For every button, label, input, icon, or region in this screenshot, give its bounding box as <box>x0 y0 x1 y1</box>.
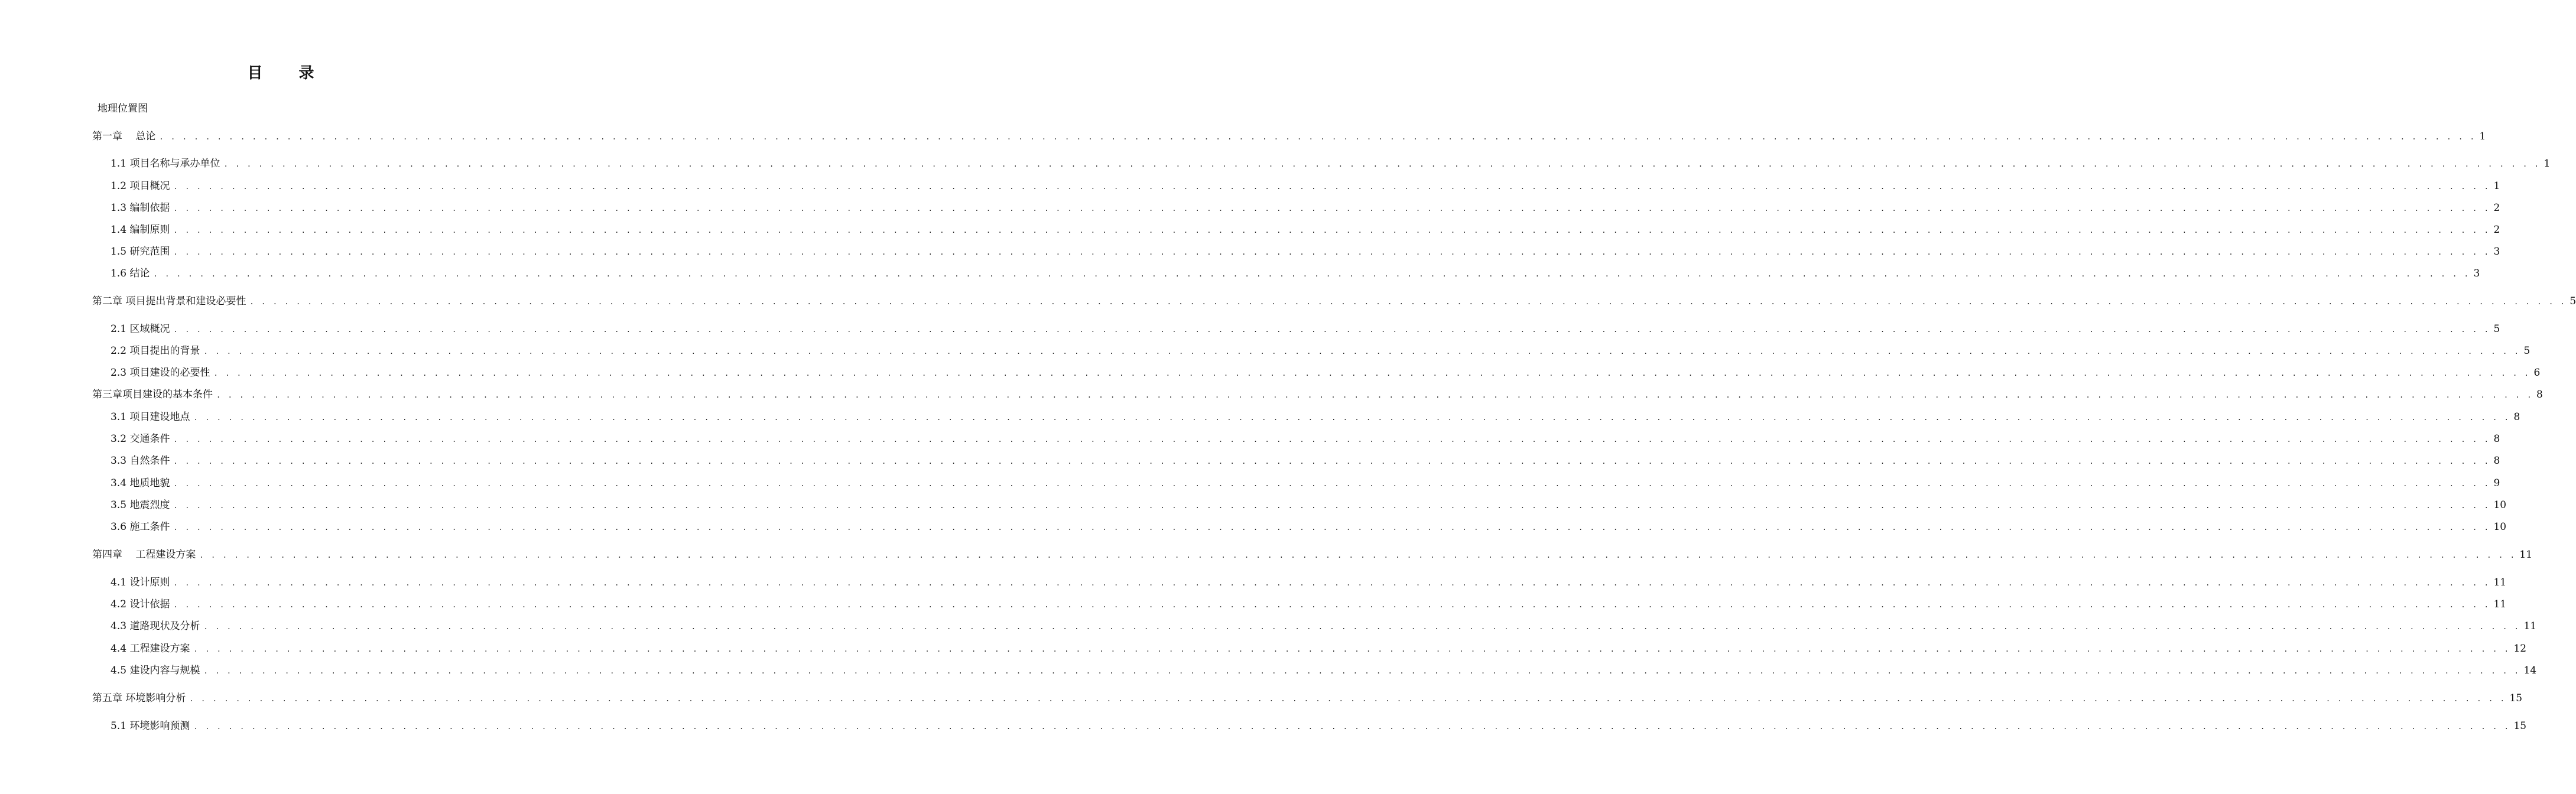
toc-dot-leader: . . . . . . . . . . . . . . . . . . . . . . . . . . . . . . . . . . . . . . . . . . . . . . . . . . . . . . . . . . . . . . . . . . . . . . . . . . . . . . . . . . . . . . . . . . . . . . . . . . . . . . . . . . . . . . . . . . . . . . . . . . . . . . . . . . . . . . . . . . . . . . . . . . . . . . . . . . . . . . . . . . . . . . . . . . . . . . . . . . . . . . . . . . . . . . . . . . . . . . . . <box>153 270 2470 278</box>
toc-dot-leader: . . . . . . . . . . . . . . . . . . . . . . . . . . . . . . . . . . . . . . . . . . . . . . . . . . . . . . . . . . . . . . . . . . . . . . . . . . . . . . . . . . . . . . . . . . . . . . . . . . . . . . . . . . . . . . . . . . . . . . . . . . . . . . . . . . . . . . . . . . . . . . . . . . . . . . . . . . . . . . . . . . . . . . . . . . . . . . . . . . . . . . . . . . . . . . . . . . . . . . . . <box>216 391 2533 399</box>
toc-page-number: 10 <box>2493 521 2507 533</box>
toc-section-entry[interactable] <box>111 244 2500 259</box>
toc-entry-label: 5.1 环境影响预测 <box>111 720 190 732</box>
toc-section-entry[interactable] <box>111 453 2500 468</box>
toc-entry-label: 4.1 设计原则 <box>111 577 170 588</box>
toc-dot-leader: . . . . . . . . . . . . . . . . . . . . . . . . . . . . . . . . . . . . . . . . . . . . . . . . . . . . . . . . . . . . . . . . . . . . . . . . . . . . . . . . . . . . . . . . . . . . . . . . . . . . . . . . . . . . . . . . . . . . . . . . . . . . . . . . . . . . . . . . . . . . . . . . . . . . . . . . . . . . . . . . . . . . . . . . . . . . . . . . . . . . . . . . . . . . . . . . . . . . . . . . <box>203 667 2520 675</box>
toc-page-number: 5 <box>2523 345 2530 357</box>
toc-dot-leader: . . . . . . . . . . . . . . . . . . . . . . . . . . . . . . . . . . . . . . . . . . . . . . . . . . . . . . . . . . . . . . . . . . . . . . . . . . . . . . . . . . . . . . . . . . . . . . . . . . . . . . . . . . . . . . . . . . . . . . . . . . . . . . . . . . . . . . . . . . . . . . . . . . . . . . . . . . . . . . . . . . . . . . . . . . . . . . . . . . . . . . . . . . . . . . . . . . . . . . . . <box>173 248 2490 256</box>
toc-entry-label: 第二章 项目提出背景和建设必要性 <box>92 295 246 307</box>
toc-page-number: 2 <box>2493 202 2500 214</box>
toc-page-number: 1 <box>2493 180 2500 192</box>
toc-section-entry[interactable] <box>111 156 2551 171</box>
toc-entry-label: 3.3 自然条件 <box>111 455 170 467</box>
toc-chapter-entry[interactable] <box>92 387 2543 402</box>
toc-page-number: 2 <box>2493 224 2500 236</box>
toc-dot-leader: . . . . . . . . . . . . . . . . . . . . . . . . . . . . . . . . . . . . . . . . . . . . . . . . . . . . . . . . . . . . . . . . . . . . . . . . . . . . . . . . . . . . . . . . . . . . . . . . . . . . . . . . . . . . . . . . . . . . . . . . . . . . . . . . . . . . . . . . . . . . . . . . . . . . . . . . . . . . . . . . . . . . . . . . . . . . . . . . . . . . . . . . . . . . . . . . . . . . . . . . <box>173 226 2490 235</box>
toc-section-entry[interactable] <box>111 266 2480 281</box>
toc-entry-label: 第四章 工程建设方案 <box>92 549 196 561</box>
toc-entry-label: 1.3 编制依据 <box>111 202 170 214</box>
toc-entry-label: 1.2 项目概况 <box>111 180 170 192</box>
toc-dot-leader: . . . . . . . . . . . . . . . . . . . . . . . . . . . . . . . . . . . . . . . . . . . . . . . . . . . . . . . . . . . . . . . . . . . . . . . . . . . . . . . . . . . . . . . . . . . . . . . . . . . . . . . . . . . . . . . . . . . . . . . . . . . . . . . . . . . . . . . . . . . . . . . . . . . . . . . . . . . . . . . . . . . . . . . . . . . . . . . . . . . . . . . . . . . . . . . . . . . . . . . . <box>193 645 2510 653</box>
toc-page-number: 11 <box>2493 577 2507 588</box>
toc-chapter-entry[interactable] <box>92 129 2486 144</box>
toc-chapter-entry[interactable] <box>92 294 2576 309</box>
toc-section-entry[interactable] <box>111 718 2527 734</box>
toc-entry-label: 第五章 环境影响分析 <box>92 692 186 704</box>
toc-entry-label: 3.4 地质地貌 <box>111 477 170 489</box>
toc-page-number: 8 <box>2536 389 2543 401</box>
toc-entry-label: 3.2 交通条件 <box>111 433 170 445</box>
toc-section-entry[interactable] <box>111 575 2507 590</box>
toc-dot-leader: . . . . . . . . . . . . . . . . . . . . . . . . . . . . . . . . . . . . . . . . . . . . . . . . . . . . . . . . . . . . . . . . . . . . . . . . . . . . . . . . . . . . . . . . . . . . . . . . . . . . . . . . . . . . . . . . . . . . . . . . . . . . . . . . . . . . . . . . . . . . . . . . . . . . . . . . . . . . . . . . . . . . . . . . . . . . . . . . . . . . . . . . . . . . . . . . . . . . . . . . <box>199 551 2516 559</box>
toc-entry-label: 第一章 总论 <box>92 131 156 142</box>
toc-page-number: 9 <box>2493 477 2500 489</box>
toc-section-entry[interactable] <box>111 497 2507 513</box>
toc-entry-label: 4.4 工程建设方案 <box>111 643 190 655</box>
toc-entry-label: 4.3 道路现状及分析 <box>111 620 200 632</box>
toc-section-entry[interactable] <box>111 321 2500 337</box>
toc-entry-label: 第三章项目建设的基本条件 <box>92 389 213 401</box>
toc-section-entry[interactable] <box>111 597 2507 612</box>
toc-dot-leader: . . . . . . . . . . . . . . . . . . . . . . . . . . . . . . . . . . . . . . . . . . . . . . . . . . . . . . . . . . . . . . . . . . . . . . . . . . . . . . . . . . . . . . . . . . . . . . . . . . . . . . . . . . . . . . . . . . . . . . . . . . . . . . . . . . . . . . . . . . . . . . . . . . . . . . . . . . . . . . . . . . . . . . . . . . . . . . . . . . . . . . . . . . . . . . . . . . . . . . . . <box>189 695 2506 703</box>
toc-entry-label: 1.4 编制原则 <box>111 224 170 236</box>
toc-page-number: 8 <box>2513 411 2520 423</box>
toc-dot-leader: . . . . . . . . . . . . . . . . . . . . . . . . . . . . . . . . . . . . . . . . . . . . . . . . . . . . . . . . . . . . . . . . . . . . . . . . . . . . . . . . . . . . . . . . . . . . . . . . . . . . . . . . . . . . . . . . . . . . . . . . . . . . . . . . . . . . . . . . . . . . . . . . . . . . . . . . . . . . . . . . . . . . . . . . . . . . . . . . . . . . . . . . . . . . . . . . . . . . . . . . <box>173 435 2490 444</box>
toc-entry-label: 3.1 项目建设地点 <box>111 411 190 423</box>
toc-dot-leader: . . . . . . . . . . . . . . . . . . . . . . . . . . . . . . . . . . . . . . . . . . . . . . . . . . . . . . . . . . . . . . . . . . . . . . . . . . . . . . . . . . . . . . . . . . . . . . . . . . . . . . . . . . . . . . . . . . . . . . . . . . . . . . . . . . . . . . . . . . . . . . . . . . . . . . . . . . . . . . . . . . . . . . . . . . . . . . . . . . . . . . . . . . . . . . . . . . . . . . . . <box>173 204 2490 213</box>
toc-page-number: 11 <box>2519 549 2533 561</box>
toc-dot-leader: . . . . . . . . . . . . . . . . . . . . . . . . . . . . . . . . . . . . . . . . . . . . . . . . . . . . . . . . . . . . . . . . . . . . . . . . . . . . . . . . . . . . . . . . . . . . . . . . . . . . . . . . . . . . . . . . . . . . . . . . . . . . . . . . . . . . . . . . . . . . . . . . . . . . . . . . . . . . . . . . . . . . . . . . . . . . . . . . . . . . . . . . . . . . . . . . . . . . . . . . <box>249 298 2567 306</box>
toc-page-number: 10 <box>2493 499 2507 511</box>
toc-dot-leader: . . . . . . . . . . . . . . . . . . . . . . . . . . . . . . . . . . . . . . . . . . . . . . . . . . . . . . . . . . . . . . . . . . . . . . . . . . . . . . . . . . . . . . . . . . . . . . . . . . . . . . . . . . . . . . . . . . . . . . . . . . . . . . . . . . . . . . . . . . . . . . . . . . . . . . . . . . . . . . . . . . . . . . . . . . . . . . . . . . . . . . . . . . . . . . . . . . . . . . . . <box>173 183 2490 191</box>
toc-section-entry[interactable] <box>111 641 2527 656</box>
toc-page-number: 1 <box>2543 158 2551 170</box>
toc-entry-label: 1.6 结论 <box>111 268 150 279</box>
toc-entry-label: 3.6 施工条件 <box>111 521 170 533</box>
toc-page-number: 11 <box>2493 598 2507 610</box>
toc-entry-label: 1.1 项目名称与承办单位 <box>111 158 220 170</box>
toc-page-number: 15 <box>2513 720 2527 732</box>
toc-page-number: 15 <box>2509 692 2523 704</box>
toc-dot-leader: . . . . . . . . . . . . . . . . . . . . . . . . . . . . . . . . . . . . . . . . . . . . . . . . . . . . . . . . . . . . . . . . . . . . . . . . . . . . . . . . . . . . . . . . . . . . . . . . . . . . . . . . . . . . . . . . . . . . . . . . . . . . . . . . . . . . . . . . . . . . . . . . . . . . . . . . . . . . . . . . . . . . . . . . . . . . . . . . . . . . . . . . . . . . . . . . . . . . . . . . <box>173 326 2490 334</box>
toc-dot-leader: . . . . . . . . . . . . . . . . . . . . . . . . . . . . . . . . . . . . . . . . . . . . . . . . . . . . . . . . . . . . . . . . . . . . . . . . . . . . . . . . . . . . . . . . . . . . . . . . . . . . . . . . . . . . . . . . . . . . . . . . . . . . . . . . . . . . . . . . . . . . . . . . . . . . . . . . . . . . . . . . . . . . . . . . . . . . . . . . . . . . . . . . . . . . . . . . . . . . . . . . <box>193 723 2510 731</box>
toc-page-number: 8 <box>2493 433 2500 445</box>
toc-dot-leader: . . . . . . . . . . . . . . . . . . . . . . . . . . . . . . . . . . . . . . . . . . . . . . . . . . . . . . . . . . . . . . . . . . . . . . . . . . . . . . . . . . . . . . . . . . . . . . . . . . . . . . . . . . . . . . . . . . . . . . . . . . . . . . . . . . . . . . . . . . . . . . . . . . . . . . . . . . . . . . . . . . . . . . . . . . . . . . . . . . . . . . . . . . . . . . . . . . . . . . . . <box>159 133 2476 141</box>
toc-section-entry[interactable] <box>111 222 2500 237</box>
toc-entry-label: 2.2 项目提出的背景 <box>111 345 200 357</box>
toc-entry-label: 2.1 区域概况 <box>111 323 170 335</box>
toc-page-number: 6 <box>2533 367 2541 379</box>
toc-dot-leader: . . . . . . . . . . . . . . . . . . . . . . . . . . . . . . . . . . . . . . . . . . . . . . . . . . . . . . . . . . . . . . . . . . . . . . . . . . . . . . . . . . . . . . . . . . . . . . . . . . . . . . . . . . . . . . . . . . . . . . . . . . . . . . . . . . . . . . . . . . . . . . . . . . . . . . . . . . . . . . . . . . . . . . . . . . . . . . . . . . . . . . . . . . . . . . . . . . . . . . . . <box>173 579 2490 587</box>
page-title: 目 录 <box>247 64 330 82</box>
toc-chapter-entry[interactable] <box>92 691 2523 706</box>
toc-page-number: 12 <box>2513 643 2527 655</box>
toc-section-entry[interactable] <box>111 476 2500 491</box>
toc-page-number: 5 <box>2493 323 2500 335</box>
toc-dot-leader: . . . . . . . . . . . . . . . . . . . . . . . . . . . . . . . . . . . . . . . . . . . . . . . . . . . . . . . . . . . . . . . . . . . . . . . . . . . . . . . . . . . . . . . . . . . . . . . . . . . . . . . . . . . . . . . . . . . . . . . . . . . . . . . . . . . . . . . . . . . . . . . . . . . . . . . . . . . . . . . . . . . . . . . . . . . . . . . . . . . . . . . . . . . . . . . . . . . . . . . . <box>223 160 2541 168</box>
toc-page-number: 5 <box>2569 295 2576 307</box>
toc-section-entry[interactable] <box>111 619 2537 634</box>
toc-section-entry[interactable] <box>111 200 2500 216</box>
toc-page-number: 1 <box>2479 131 2486 142</box>
toc-dot-leader: . . . . . . . . . . . . . . . . . . . . . . . . . . . . . . . . . . . . . . . . . . . . . . . . . . . . . . . . . . . . . . . . . . . . . . . . . . . . . . . . . . . . . . . . . . . . . . . . . . . . . . . . . . . . . . . . . . . . . . . . . . . . . . . . . . . . . . . . . . . . . . . . . . . . . . . . . . . . . . . . . . . . . . . . . . . . . . . . . . . . . . . . . . . . . . . . . . . . . . . . <box>173 457 2490 466</box>
map-entry: 地理位置图 <box>98 103 148 115</box>
toc-page-number: 11 <box>2523 620 2537 632</box>
toc-entry-label: 4.5 建设内容与规模 <box>111 665 200 676</box>
toc-section-entry[interactable] <box>111 343 2530 359</box>
toc-entry-label: 4.2 设计依据 <box>111 598 170 610</box>
toc-dot-leader: . . . . . . . . . . . . . . . . . . . . . . . . . . . . . . . . . . . . . . . . . . . . . . . . . . . . . . . . . . . . . . . . . . . . . . . . . . . . . . . . . . . . . . . . . . . . . . . . . . . . . . . . . . . . . . . . . . . . . . . . . . . . . . . . . . . . . . . . . . . . . . . . . . . . . . . . . . . . . . . . . . . . . . . . . . . . . . . . . . . . . . . . . . . . . . . . . . . . . . . . <box>173 502 2490 510</box>
toc-page-number: 14 <box>2523 665 2537 676</box>
toc-dot-leader: . . . . . . . . . . . . . . . . . . . . . . . . . . . . . . . . . . . . . . . . . . . . . . . . . . . . . . . . . . . . . . . . . . . . . . . . . . . . . . . . . . . . . . . . . . . . . . . . . . . . . . . . . . . . . . . . . . . . . . . . . . . . . . . . . . . . . . . . . . . . . . . . . . . . . . . . . . . . . . . . . . . . . . . . . . . . . . . . . . . . . . . . . . . . . . . . . . . . . . . . <box>173 601 2490 609</box>
toc-page-number: 3 <box>2473 268 2480 279</box>
toc-dot-leader: . . . . . . . . . . . . . . . . . . . . . . . . . . . . . . . . . . . . . . . . . . . . . . . . . . . . . . . . . . . . . . . . . . . . . . . . . . . . . . . . . . . . . . . . . . . . . . . . . . . . . . . . . . . . . . . . . . . . . . . . . . . . . . . . . . . . . . . . . . . . . . . . . . . . . . . . . . . . . . . . . . . . . . . . . . . . . . . . . . . . . . . . . . . . . . . . . . . . . . . . <box>193 414 2510 422</box>
toc-entry-label: 1.5 研究范围 <box>111 246 170 258</box>
toc-section-entry[interactable] <box>111 431 2500 447</box>
toc-dot-leader: . . . . . . . . . . . . . . . . . . . . . . . . . . . . . . . . . . . . . . . . . . . . . . . . . . . . . . . . . . . . . . . . . . . . . . . . . . . . . . . . . . . . . . . . . . . . . . . . . . . . . . . . . . . . . . . . . . . . . . . . . . . . . . . . . . . . . . . . . . . . . . . . . . . . . . . . . . . . . . . . . . . . . . . . . . . . . . . . . . . . . . . . . . . . . . . . . . . . . . . . <box>203 347 2520 356</box>
toc-dot-leader: . . . . . . . . . . . . . . . . . . . . . . . . . . . . . . . . . . . . . . . . . . . . . . . . . . . . . . . . . . . . . . . . . . . . . . . . . . . . . . . . . . . . . . . . . . . . . . . . . . . . . . . . . . . . . . . . . . . . . . . . . . . . . . . . . . . . . . . . . . . . . . . . . . . . . . . . . . . . . . . . . . . . . . . . . . . . . . . . . . . . . . . . . . . . . . . . . . . . . . . . <box>173 523 2490 532</box>
toc-entry-label: 3.5 地震烈度 <box>111 499 170 511</box>
toc-page-number: 3 <box>2493 246 2500 258</box>
toc-section-entry[interactable] <box>111 178 2500 194</box>
toc-dot-leader: . . . . . . . . . . . . . . . . . . . . . . . . . . . . . . . . . . . . . . . . . . . . . . . . . . . . . . . . . . . . . . . . . . . . . . . . . . . . . . . . . . . . . . . . . . . . . . . . . . . . . . . . . . . . . . . . . . . . . . . . . . . . . . . . . . . . . . . . . . . . . . . . . . . . . . . . . . . . . . . . . . . . . . . . . . . . . . . . . . . . . . . . . . . . . . . . . . . . . . . . <box>173 480 2490 488</box>
toc-dot-leader: . . . . . . . . . . . . . . . . . . . . . . . . . . . . . . . . . . . . . . . . . . . . . . . . . . . . . . . . . . . . . . . . . . . . . . . . . . . . . . . . . . . . . . . . . . . . . . . . . . . . . . . . . . . . . . . . . . . . . . . . . . . . . . . . . . . . . . . . . . . . . . . . . . . . . . . . . . . . . . . . . . . . . . . . . . . . . . . . . . . . . . . . . . . . . . . . . . . . . . . . <box>213 369 2530 378</box>
toc-page-number: 8 <box>2493 455 2500 467</box>
toc-section-entry[interactable] <box>111 409 2520 425</box>
toc-chapter-entry[interactable] <box>92 547 2533 562</box>
toc-entry-label: 2.3 项目建设的必要性 <box>111 367 210 379</box>
toc-dot-leader: . . . . . . . . . . . . . . . . . . . . . . . . . . . . . . . . . . . . . . . . . . . . . . . . . . . . . . . . . . . . . . . . . . . . . . . . . . . . . . . . . . . . . . . . . . . . . . . . . . . . . . . . . . . . . . . . . . . . . . . . . . . . . . . . . . . . . . . . . . . . . . . . . . . . . . . . . . . . . . . . . . . . . . . . . . . . . . . . . . . . . . . . . . . . . . . . . . . . . . . . <box>203 623 2520 631</box>
toc-section-entry[interactable] <box>111 519 2507 535</box>
toc-section-entry[interactable] <box>111 365 2541 380</box>
toc-section-entry[interactable] <box>111 663 2537 678</box>
